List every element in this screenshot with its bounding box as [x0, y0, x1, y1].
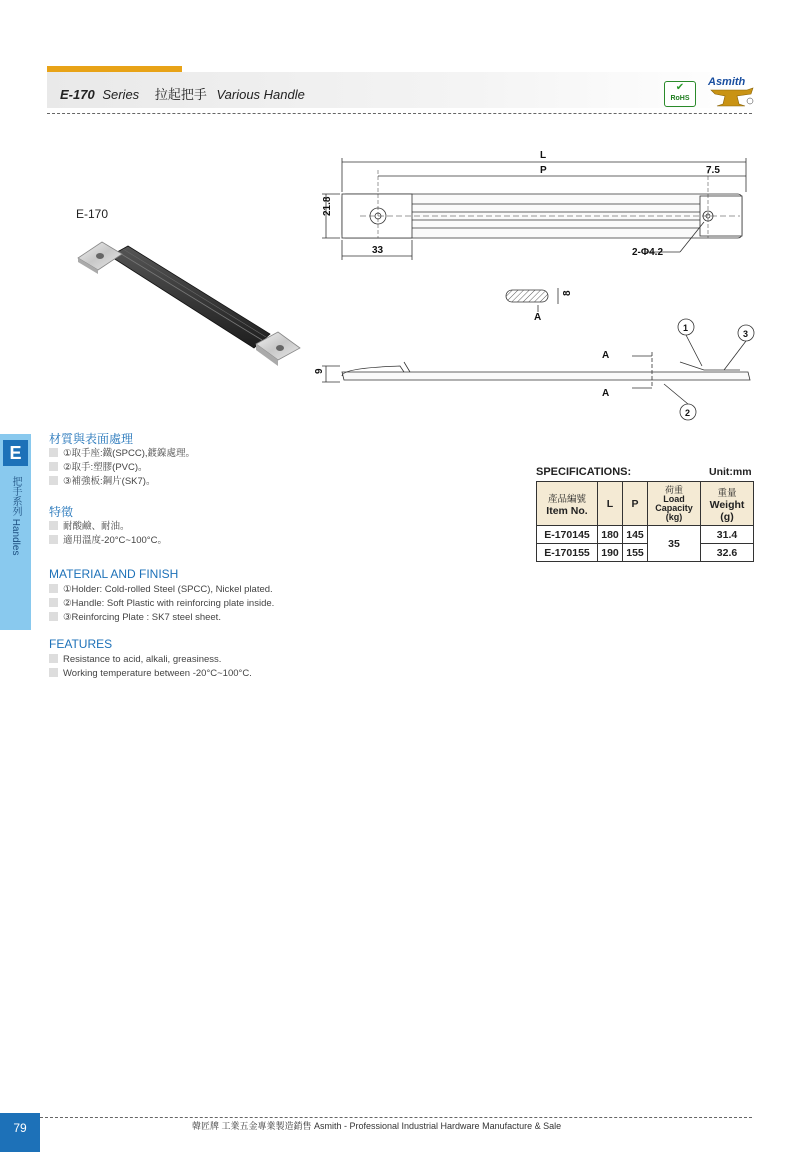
cell-p: 145	[623, 526, 648, 544]
features-zh-heading: 特徵	[49, 505, 74, 519]
list-item-text: Resistance to acid, alkali, greasiness.	[63, 654, 222, 665]
series-word: Series	[102, 87, 140, 102]
bullet-box-icon	[49, 612, 58, 621]
list-item	[49, 520, 167, 534]
spec-table	[536, 481, 754, 562]
list-item	[49, 667, 252, 681]
spec-title: SPECIFICATIONS:	[536, 466, 632, 478]
dim-p: P	[540, 165, 547, 176]
list-item	[49, 583, 274, 597]
cell-weight: 32.6	[701, 544, 754, 562]
bullet-box-icon	[49, 521, 58, 530]
table-header-row	[537, 482, 754, 526]
header-weight-unit: (g)	[720, 510, 734, 523]
callout-1: 1	[683, 323, 689, 333]
footer-text: 韓匠牌 工業五金專業製造銷售 Asmith - Professional Industrial Hardware Manufacture & Sale	[192, 1121, 562, 1131]
check-icon: ✔	[675, 82, 685, 93]
dim-l: L	[540, 150, 547, 161]
list-item-text: Working temperature between -20°C~100°C.	[63, 668, 252, 679]
cell-weight: 31.4	[701, 526, 754, 544]
list-item	[49, 475, 195, 489]
list-item	[49, 611, 274, 625]
list-item-text: ②Handle: Soft Plastic with reinforcing plate inside.	[63, 598, 275, 609]
list-item	[49, 447, 195, 461]
table-row	[537, 544, 754, 562]
section-a-bottom: A	[602, 388, 610, 399]
callout-2: 2	[685, 408, 691, 418]
product-label: E-170	[76, 207, 109, 221]
table-row	[537, 526, 754, 544]
dim-8: 8	[562, 290, 573, 296]
title-en: Various Handle	[216, 87, 305, 102]
cell-item: E-170145	[537, 526, 598, 544]
bullet-box-icon	[49, 462, 58, 471]
header-item	[537, 482, 598, 526]
dim-7-5: 7.5	[706, 165, 720, 176]
model-number: E-170	[60, 87, 95, 102]
section-a-top: A	[602, 350, 610, 361]
bullet-box-icon	[49, 448, 58, 457]
features-en-heading: FEATURES	[49, 637, 113, 651]
header-load-zh: 荷重	[664, 484, 683, 495]
material-zh-list	[49, 447, 195, 489]
header-load-en: Load Capacity	[655, 493, 693, 513]
list-item	[49, 534, 167, 548]
bullet-box-icon	[49, 476, 58, 485]
cell-item: E-170155	[537, 544, 598, 562]
bullet-box-icon	[49, 668, 58, 677]
material-zh-heading: 材質與表面處理	[49, 432, 134, 446]
page-title	[60, 84, 305, 103]
list-item	[49, 653, 252, 667]
features-en-list	[49, 653, 252, 681]
header-divider	[47, 113, 752, 114]
bullet-box-icon	[49, 584, 58, 593]
rohs-badge	[664, 81, 696, 107]
list-item	[49, 597, 274, 611]
callout-3: 3	[743, 329, 749, 339]
rohs-label: RoHS	[670, 95, 690, 102]
dim-21-8: 21.8	[322, 196, 333, 216]
material-en-heading: MATERIAL AND FINISH	[49, 567, 179, 581]
cell-l: 180	[598, 526, 623, 544]
list-item-text: ③補強板:鋼片(SK7)。	[63, 476, 156, 487]
header-p: P	[623, 482, 648, 526]
title-zh: 拉起把手	[154, 87, 207, 102]
cell-l: 190	[598, 544, 623, 562]
cell-p: 155	[623, 544, 648, 562]
material-en-list	[49, 583, 274, 625]
list-item	[49, 461, 195, 475]
list-item-text: ①取手座:鐵(SPCC),鍍鎳處理。	[63, 448, 196, 459]
header-l: L	[598, 482, 623, 526]
dim-hole: 2-Φ4.2	[632, 247, 664, 258]
header-item-en: Item No.	[546, 504, 588, 517]
bullet-box-icon	[49, 535, 58, 544]
brand-name: Asmith	[708, 76, 746, 88]
list-item-text: ③Reinforcing Plate : SK7 steel sheet.	[63, 612, 221, 623]
list-item-text: 適用溫度-20°C~100°C。	[63, 535, 167, 546]
bullet-box-icon	[49, 598, 58, 607]
spec-unit: Unit:mm	[709, 466, 752, 478]
list-item-text: 耐酸鹼、耐油。	[63, 521, 130, 532]
side-tab-letter: E	[3, 440, 28, 466]
header-weight	[701, 482, 754, 526]
dim-9: 9	[314, 368, 325, 374]
header-load	[648, 482, 701, 526]
header-weight-en: Weight	[709, 498, 745, 511]
bullet-box-icon	[49, 654, 58, 663]
list-item-text: ①Holder: Cold-rolled Steel (SPCC), Nickel plated.	[63, 584, 273, 595]
cell-load: 35	[648, 526, 701, 562]
header-weight-zh: 重量	[717, 487, 737, 499]
page-number: 79	[0, 1113, 40, 1152]
header-load-unit: (kg)	[665, 511, 683, 522]
dim-33: 33	[372, 245, 384, 256]
section-a-label: A	[534, 312, 542, 323]
side-tab-text: 把手系列 Handles	[10, 476, 21, 556]
footer-divider	[40, 1117, 752, 1118]
technical-drawing	[300, 140, 770, 430]
product-photo	[74, 236, 306, 376]
features-zh-list	[49, 520, 167, 548]
header-item-zh: 產品編號	[547, 493, 586, 505]
list-item-text: ②取手:塑膠(PVC)。	[63, 462, 148, 473]
